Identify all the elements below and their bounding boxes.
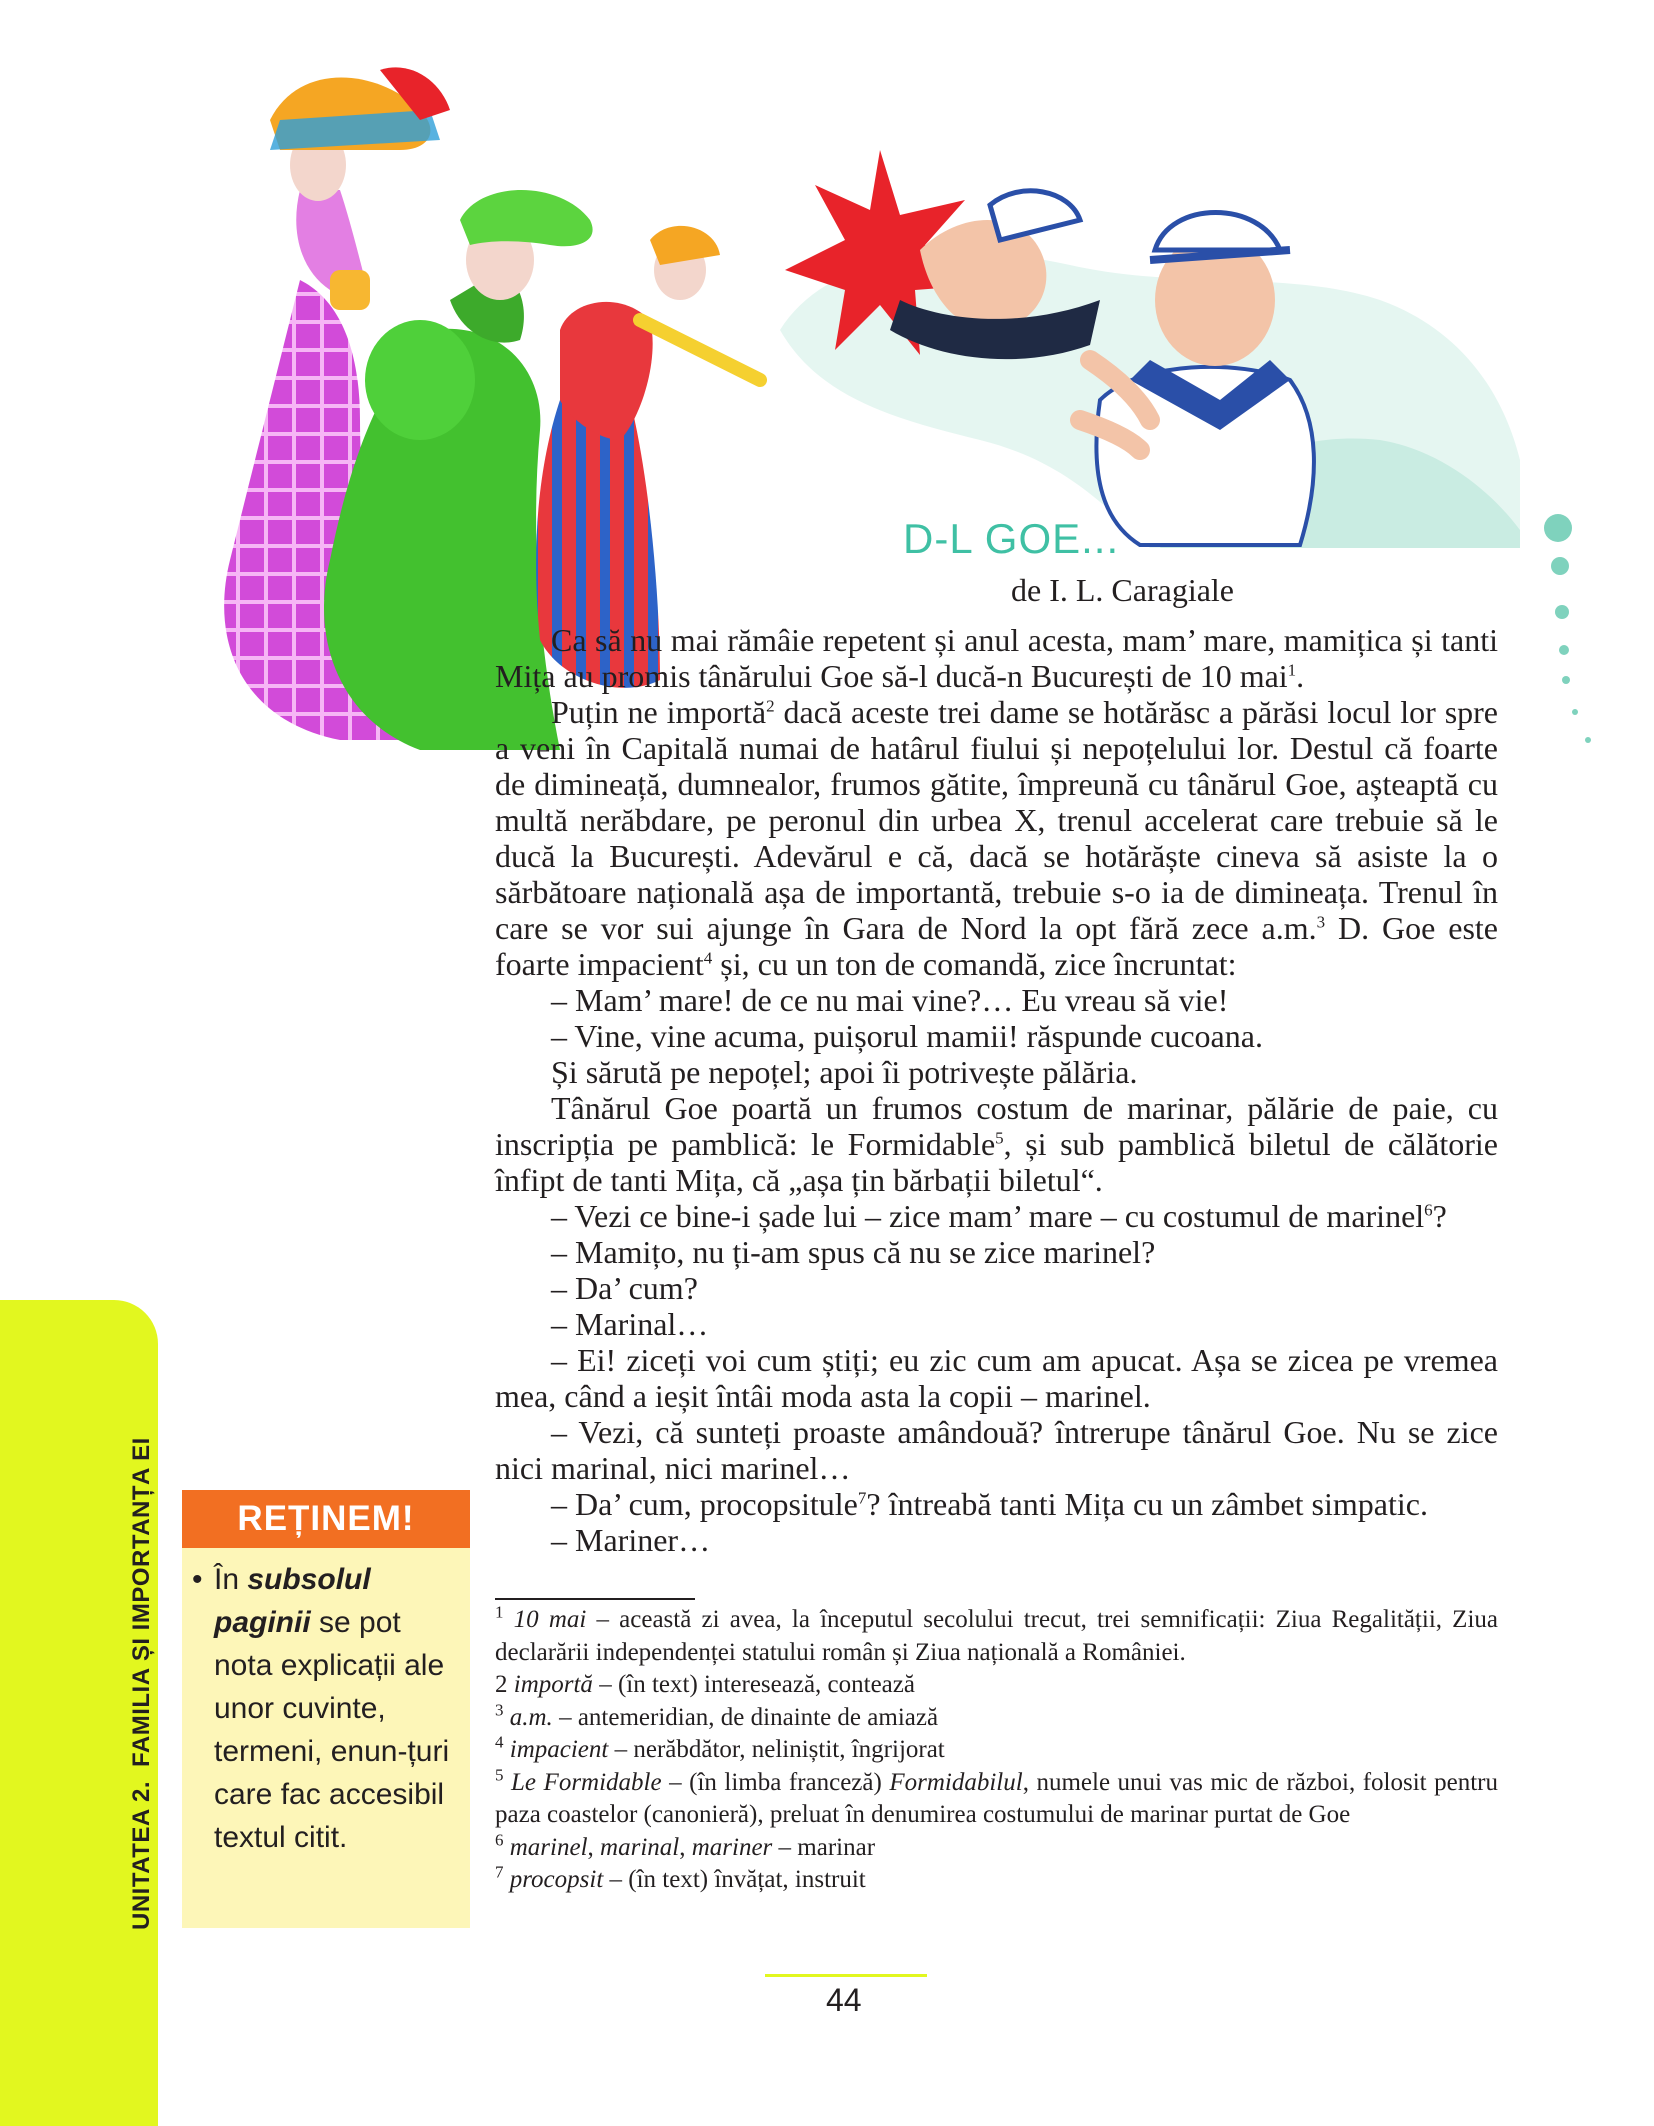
paragraph xyxy=(495,1414,1498,1486)
text-run: ? întreabă tanti Mița cu un zâmbet simpatic. xyxy=(866,1486,1428,1522)
term: mariner xyxy=(691,1833,773,1861)
term: Le Formidable xyxy=(511,1768,662,1796)
text-run: – Marinal… xyxy=(551,1306,709,1342)
paragraph xyxy=(495,694,1498,982)
footnote-marker: 3 xyxy=(1316,912,1326,932)
text-run: ? xyxy=(1432,1198,1447,1234)
paragraph xyxy=(495,1090,1498,1198)
decorative-dots xyxy=(1544,514,1591,743)
text-run: – (în text) învățat, instruit xyxy=(603,1866,866,1893)
term: marinel xyxy=(509,1833,588,1861)
text-run: – această zi avea, la începutul secolului trecut, trei semnificații: Ziua Regalității, Ziua declarării independenței statului român și Ziua națională a României. xyxy=(495,1606,1498,1666)
retinem-heading: REȚINEM! xyxy=(182,1490,470,1548)
footnotes xyxy=(495,1604,1498,1897)
paragraph xyxy=(495,1270,1498,1306)
text-run: Tânărul Goe poartă un frumos costum de marinar, pălărie de paie, cu inscripția pe pamblică: le Formidable xyxy=(495,1090,1498,1162)
text-run: dacă aceste trei dame se hotărăsc a părăsi locul lor spre a veni în Capitală numai de hatârul fiului și nepoțelului lor. Destul că foarte de dimineață, dumnealor, frumos gătite, împreună cu tânărul Goe, așteaptă cu multă nerăbdare, pe peronul din urbea X, trenul accelerat care trebuie să le ducă la București. Adevărul e că, dacă se hotărăște cineva să asiste la o sărbătoare națională așa de importantă, trebuie s-o ia de dimineața. Trenul în care se vor sui ajunge în Gara de Nord la opt fără zece a.m. xyxy=(495,694,1499,946)
text-run: – (în limba franceză) xyxy=(661,1768,890,1796)
paragraph xyxy=(495,1054,1498,1090)
boy-goe xyxy=(1080,213,1314,546)
bullet-icon: • xyxy=(192,1563,203,1596)
text-run: În xyxy=(214,1563,248,1596)
unit-label xyxy=(128,1437,156,1930)
footnote-marker: 5 xyxy=(995,1128,1004,1148)
footnote-marker: 7 xyxy=(857,1488,867,1508)
term: Formidabilul xyxy=(889,1768,1023,1796)
paragraph xyxy=(495,1342,1498,1414)
term: importă xyxy=(513,1671,593,1698)
text-run xyxy=(504,1606,514,1633)
term: marinal xyxy=(600,1833,680,1861)
text-run: – marinar xyxy=(772,1833,876,1861)
text-run: Ca să nu mai rămâie repetent și anul acesta, mam’ mare, mamițica și tanti Mița au promis tânărului Goe să-l ducă-n București de 10 mai xyxy=(495,622,1498,694)
footnote-marker: 6 xyxy=(495,1830,504,1850)
term: impacient xyxy=(509,1736,609,1763)
text-run: – Mariner… xyxy=(551,1522,711,1558)
text-run: 2 xyxy=(495,1671,514,1698)
footnote xyxy=(495,1767,1498,1832)
text-run: . xyxy=(1296,658,1305,694)
text-run: D. Goe este foarte impacient xyxy=(495,910,1499,982)
footnote-marker: 4 xyxy=(703,948,713,968)
term: a.m. xyxy=(509,1703,553,1731)
footnote xyxy=(495,1702,1498,1735)
paragraph xyxy=(495,1234,1498,1270)
term: procopsit xyxy=(509,1866,604,1893)
footnote xyxy=(495,1832,1498,1865)
text-run: , xyxy=(587,1833,601,1861)
text-run: – Vine, vine acuma, puișorul mamii! răspunde cucoana. xyxy=(551,1018,1263,1054)
emphasis: subsolul paginii xyxy=(214,1563,371,1639)
story-text xyxy=(495,622,1498,1558)
footnote-marker: 4 xyxy=(495,1732,504,1752)
footnote-marker: 6 xyxy=(1424,1200,1433,1220)
page-number: 44 xyxy=(826,1982,862,2018)
footnote-marker: 1 xyxy=(1287,660,1297,680)
text-run xyxy=(504,1769,512,1796)
paragraph xyxy=(495,1522,1498,1558)
story-title: D-L GOE... xyxy=(903,515,1120,562)
text-run: și, cu un ton de comandă, zice încruntat: xyxy=(712,946,1237,982)
text-run: , și sub pamblică biletul de călătorie înfipt de tanti Mița, că „așa țin bărbații biletul“. xyxy=(495,1126,1498,1198)
text-run: se pot nota explicații ale unor cuvinte, termeni, enun-țuri care fac accesibil textul citit. xyxy=(214,1606,450,1854)
footnote-marker: 7 xyxy=(495,1862,504,1882)
paragraph xyxy=(495,1486,1498,1522)
paragraph xyxy=(495,982,1498,1018)
text-run: – Vezi ce bine-i șade lui – zice mam’ mare – cu costumul de marinel xyxy=(551,1198,1425,1234)
text-run: , numele unui vas mic de război, folosit pentru paza coastelor (canonieră), preluat în denumirea costumului de marinar purtat de Goe xyxy=(495,1768,1498,1828)
retinem-box xyxy=(182,1490,470,1928)
footnote xyxy=(495,1864,1498,1897)
footnote-marker: 1 xyxy=(495,1602,504,1622)
text-run: Puțin ne importă xyxy=(551,694,767,730)
footnote xyxy=(495,1669,1498,1702)
footnote-marker: 2 xyxy=(766,696,775,716)
retinem-content xyxy=(182,1548,470,1859)
text-run: – antemeridian, de dinainte de amiază xyxy=(552,1703,939,1731)
footnote xyxy=(495,1734,1498,1767)
lady-red xyxy=(536,226,760,688)
term: 10 mai xyxy=(513,1606,587,1633)
text-run: – Vezi, că sunteți proaste amândouă? întrerupe tânărul Goe. Nu se zice nici marinal, nici marinel… xyxy=(495,1414,1498,1486)
text-run: – Da’ cum, procopsitule xyxy=(551,1486,858,1522)
text-run: – Mam’ mare! de ce nu mai vine?… Eu vreau să vie! xyxy=(551,982,1229,1018)
text-run: – Ei! ziceți voi cum știți; eu zic cum am apucat. Așa se zicea pe vremea mea, când a ieșit întâi moda asta la copii – marinel. xyxy=(495,1342,1498,1414)
text-run: – (în text) interesează, contează xyxy=(592,1671,915,1698)
footnote-marker: 3 xyxy=(495,1700,504,1720)
page-number-rule xyxy=(765,1974,927,1977)
paragraph xyxy=(495,1306,1498,1342)
unit-number: UNITATEA 2. xyxy=(128,1780,155,1930)
footnote xyxy=(495,1604,1498,1669)
text-run: – Da’ cum? xyxy=(551,1270,698,1306)
footnote-marker: 5 xyxy=(495,1765,504,1785)
text-run: – nerăbdător, neliniștit, îngrijorat xyxy=(608,1736,945,1763)
text-run: Și sărută pe nepoțel; apoi îi potrivește pălăria. xyxy=(551,1054,1138,1090)
paragraph xyxy=(495,1018,1498,1054)
text-run: – Mamițo, nu ți-am spus că nu se zice marinel? xyxy=(551,1234,1156,1270)
story-author: de I. L. Caragiale xyxy=(1011,572,1234,608)
paragraph xyxy=(495,1198,1498,1234)
unit-title: FAMILIA ȘI IMPORTANȚA EI xyxy=(128,1437,155,1767)
paragraph xyxy=(495,622,1498,694)
footnote-separator xyxy=(495,1598,695,1600)
text-run: , xyxy=(679,1833,692,1861)
